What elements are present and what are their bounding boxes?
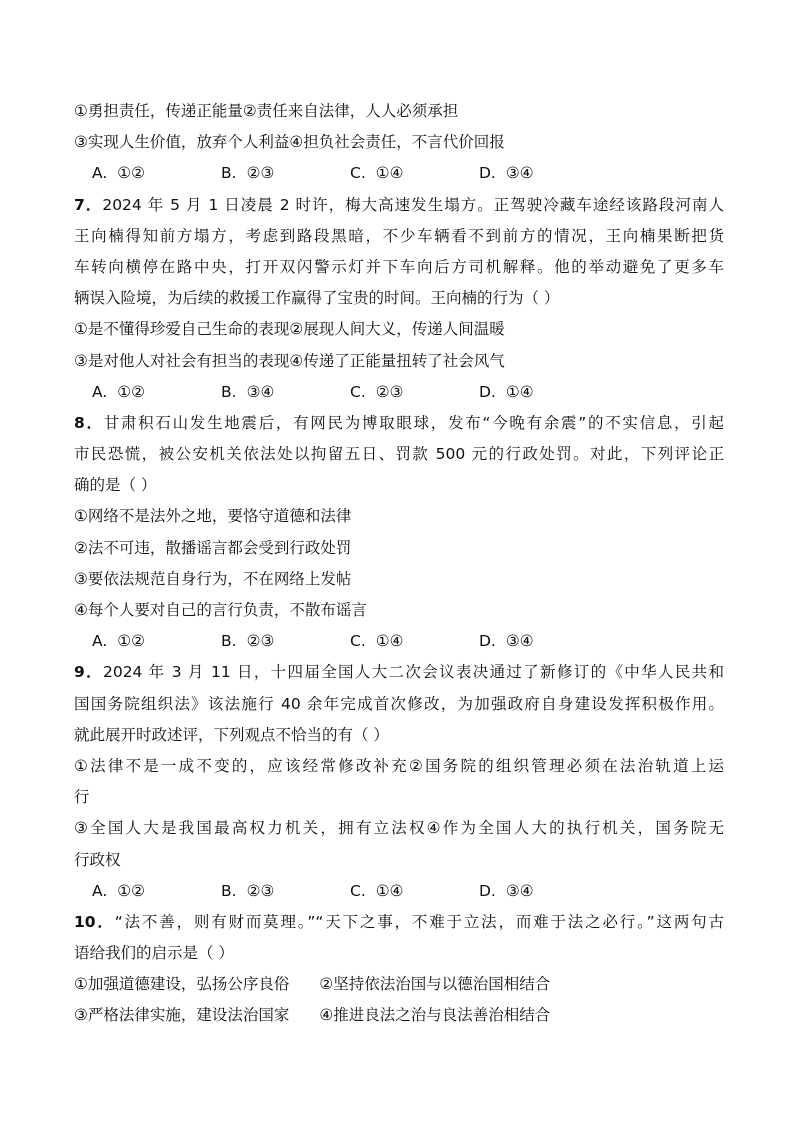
exam-content [74, 96, 724, 1032]
q9-statement-line-3: ③全国人大是我国最高权力机关，拥有立法权④作为全国人大的执行机关，国务院无 [74, 819, 724, 838]
q8-options [74, 626, 724, 657]
q6-option-a: A. ①② [92, 164, 146, 183]
q8-option-d: D. ③④ [479, 632, 534, 651]
q7-stem-line-3: 车转向横停在路中央，打开双闪警示灯并下车向后方司机解释。他的举动避免了更多车 [74, 257, 724, 276]
q10-number: 10． [74, 912, 115, 931]
q9-options [74, 876, 724, 907]
q9-statement-line-4: 行政权 [74, 850, 121, 869]
q9-option-a: A. ①② [92, 881, 146, 900]
q8-number: 8． [74, 413, 104, 432]
q8-option-c: C. ①④ [350, 632, 404, 651]
q7-option-d: D. ①④ [479, 382, 534, 401]
q10-statement-4: ④推进良法之治与良法善治相结合 [319, 1006, 551, 1025]
q9-option-c: C. ①④ [350, 881, 404, 900]
q10-stem-line-1: 10．“法不善，则有财而莫理。”“天下之事，不难于立法，而难于法之必行。”这两句古 [74, 912, 724, 931]
q6-option-b: B. ②③ [221, 164, 275, 183]
q10-statement-2: ②坚持依法治国与以德治国相结合 [319, 975, 551, 994]
q9-stem-line-3: 就此展开时政述评，下列观点不恰当的有（ ） [74, 725, 389, 744]
q8-option-a: A. ①② [92, 632, 146, 651]
q10-statement-row-1 [74, 969, 724, 1000]
q7-stem-line-4: 辆误入险境，为后续的救援工作赢得了宝贵的时间。王向楠的行为（ ） [74, 289, 560, 308]
q7-option-b: B. ③④ [221, 382, 275, 401]
q6-option-d: D. ③④ [479, 164, 534, 183]
q8-statement-2: ②法不可违，散播谣言都会受到行政处罚 [74, 538, 352, 557]
q6-options [74, 158, 724, 189]
q7-options [74, 377, 724, 408]
q6-statement-line-2: ③实现人生价值，放弃个人利益④担负社会责任，不言代价回报 [74, 133, 505, 152]
q8-option-b: B. ②③ [221, 632, 275, 651]
q10-statement-1: ①加强道德建设，弘扬公序良俗 [74, 975, 290, 994]
q7-stem-line-1: 7．2024 年 5 月 1 日凌晨 2 时许，梅大高速发生塌方。正驾驶冷藏车途经该路段河南人 [74, 195, 724, 214]
q6-option-c: C. ①④ [350, 164, 404, 183]
q9-stem-line-1: 9．2024 年 3 月 11 日，十四届全国人大二次会议表决通过了新修订的《中华人民共和 [74, 663, 724, 682]
q10-stem-line-2: 语给我们的启示是（ ） [74, 944, 234, 963]
q8-stem-line-1: 8．甘肃积石山发生地震后，有网民为博取眼球，发布“今晚有余震”的不实信息，引起 [74, 413, 724, 432]
q7-option-c: C. ②③ [350, 382, 404, 401]
q6-statement-line-1: ①勇担责任，传递正能量②责任来自法律，人人必须承担 [74, 102, 459, 120]
q9-option-b: B. ②③ [221, 881, 275, 900]
q8-stem-line-3: 确的是（ ） [74, 476, 157, 495]
q7-stem-line-2: 王向楠得知前方塌方，考虑到路段黑暗，不少车辆看不到前方的情况，王向楠果断把货 [74, 226, 724, 245]
q10-statement-3: ③严格法律实施，建设法治国家 [74, 1006, 290, 1025]
q9-option-d: D. ③④ [479, 881, 534, 900]
q7-statement-line-2: ③是对他人对社会有担当的表现④传递了正能量扭转了社会风气 [74, 351, 505, 370]
q7-statement-line-1: ①是不懂得珍爱自己生命的表现②展现人间大义，传递人间温暖 [74, 320, 505, 339]
q8-stem-line-2: 市民恐慌，被公安机关依法处以拘留五日、罚款 500 元的行政处罚。对此，下列评论正 [74, 445, 724, 464]
q7-option-a: A. ①② [92, 382, 146, 401]
q7-number: 7． [74, 195, 103, 214]
q8-statement-3: ③要依法规范自身行为，不在网络上发帖 [74, 569, 352, 588]
q9-statement-line-2: 行 [74, 788, 90, 807]
q9-statement-line-1: ①法律不是一成不变的，应该经常修改补充②国务院的组织管理必须在法治轨道上运 [74, 756, 724, 775]
q8-statement-4: ④每个人要对自己的言行负责，不散布谣言 [74, 601, 367, 619]
q10-statement-row-2 [74, 1000, 724, 1031]
q9-stem-line-2: 国国务院组织法》该法施行 40 余年完成首次修改，为加强政府自身建设发挥积极作用。 [74, 694, 724, 713]
q8-statement-1: ①网络不是法外之地，要恪守道德和法律 [74, 507, 352, 526]
q9-number: 9． [74, 663, 103, 682]
